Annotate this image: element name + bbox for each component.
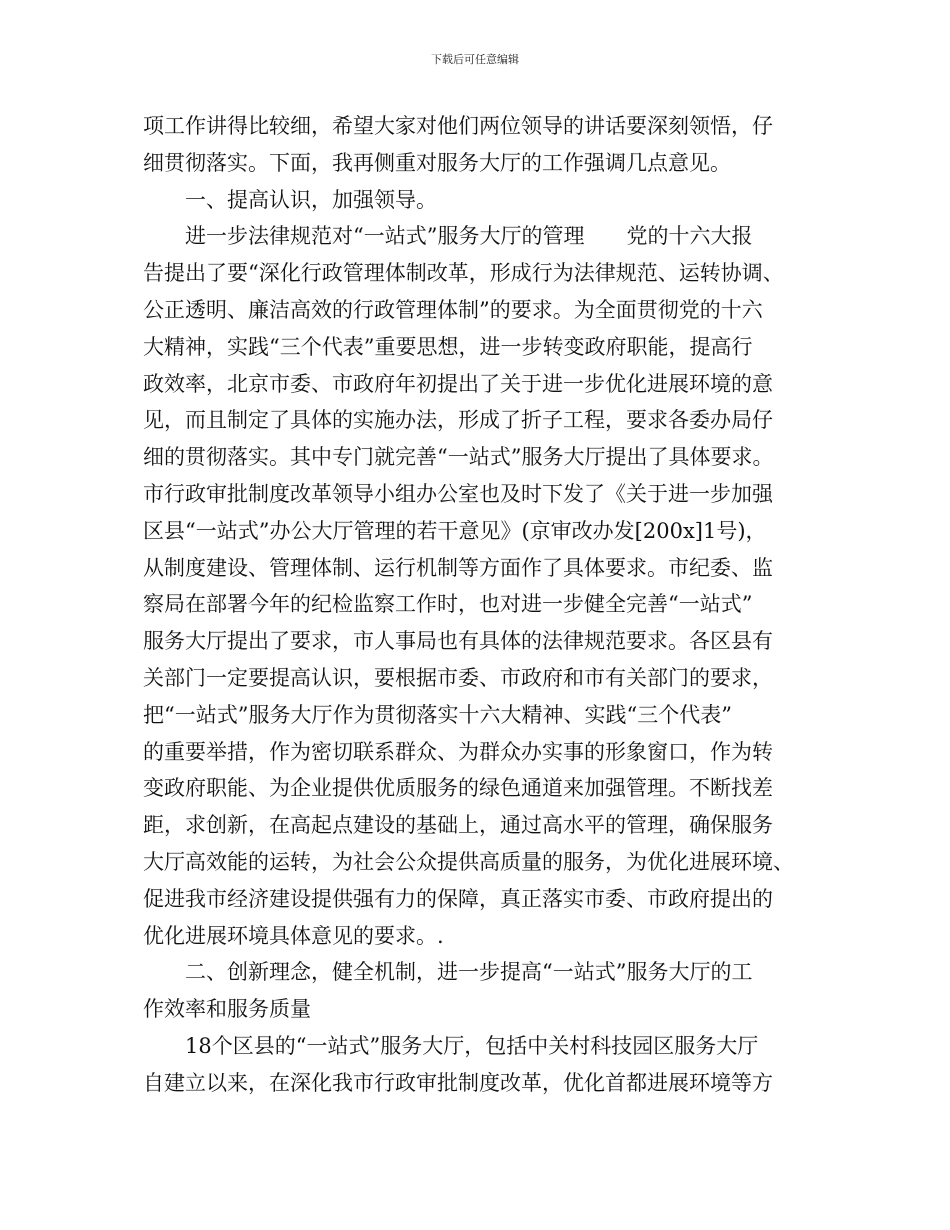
text-line: 优化进展环境具体意见的要求。. [143, 923, 444, 948]
text-line: 一、提高认识，加强领导。 [185, 187, 437, 212]
text-line: 大精神，实践“三个代表”重要思想，进一步转变政府职能，提高行 [143, 334, 753, 359]
text-line: 从制度建设、管理体制、运行机制等方面作了具体要求。市纪委、监 [143, 555, 773, 580]
text-line: 作效率和服务质量 [143, 997, 311, 1022]
text-line: 大厅高效能的运转，为社会公众提供高质量的服务，为优化进展环境、 [143, 849, 794, 874]
text-line: 细贯彻落实。下面，我再侧重对服务大厅的工作强调几点意见。 [143, 150, 731, 175]
text-line: 18个区县的“一站式”服务大厅，包括中关村科技园区服务大厅 [185, 1033, 759, 1058]
text-line: 见，而且制定了具体的实施办法，形成了折子工程，要求各委办局仔 [143, 408, 773, 433]
text-line: 二、创新理念，健全机制，进一步提高“一站式”服务大厅的工 [185, 960, 753, 985]
text-line: 距，求创新，在高起点建设的基础上，通过高水平的管理，确保服务 [143, 813, 773, 838]
text-line: 进一步法律规范对“一站式”服务大厅的管理 党的十六大报 [185, 224, 753, 249]
document-body [143, 108, 813, 1102]
text-line: 关部门一定要提高认识，要根据市委、市政府和市有关部门的要求， [143, 665, 773, 690]
text-line: 服务大厅提出了要求，市人事局也有具体的法律规范要求。各区县有 [143, 629, 773, 654]
text-line: 区县“一站式”办公大厅管理的若干意见》(京审改办发[200x]1号)， [143, 518, 767, 543]
header-text: 下载后可任意编辑 [431, 53, 519, 66]
text-line: 细的贯彻落实。其中专门就完善“一站式”服务大厅提出了具体要求。 [143, 445, 774, 470]
text-line: 政效率，北京市委、市政府年初提出了关于进一步优化进展环境的意 [143, 371, 773, 396]
text-line: 的重要举措，作为密切联系群众、为群众办实事的形象窗口，作为转 [143, 739, 773, 764]
text-line: 项工作讲得比较细，希望大家对他们两位领导的讲话要深刻领悟，仔 [143, 114, 773, 138]
text-line: 公正透明、廉洁高效的行政管理体制”的要求。为全面贯彻党的十六 [143, 297, 763, 322]
text-line: 把“一站式”服务大厅作为贯彻落实十六大精神、实践“三个代表” [143, 702, 732, 727]
text-line: 促进我市经济建设提供强有力的保障，真正落实市委、市政府提出的 [143, 886, 773, 911]
text-line: 变政府职能、为企业提供优质服务的绿色通道来加强管理。不断找差 [143, 776, 773, 801]
text-line: 自建立以来，在深化我市行政审批制度改革，优化首都进展环境等方 [143, 1070, 773, 1095]
page-header [0, 52, 950, 68]
text-line: 察局在部署今年的纪检监察工作时，也对进一步健全完善“一站式” [143, 592, 753, 617]
text-line: 市行政审批制度改革领导小组办公室也及时下发了《关于进一步加强 [143, 481, 773, 506]
text-line: 告提出了要“深化行政管理体制改革，形成行为法律规范、运转协调、 [143, 261, 784, 286]
